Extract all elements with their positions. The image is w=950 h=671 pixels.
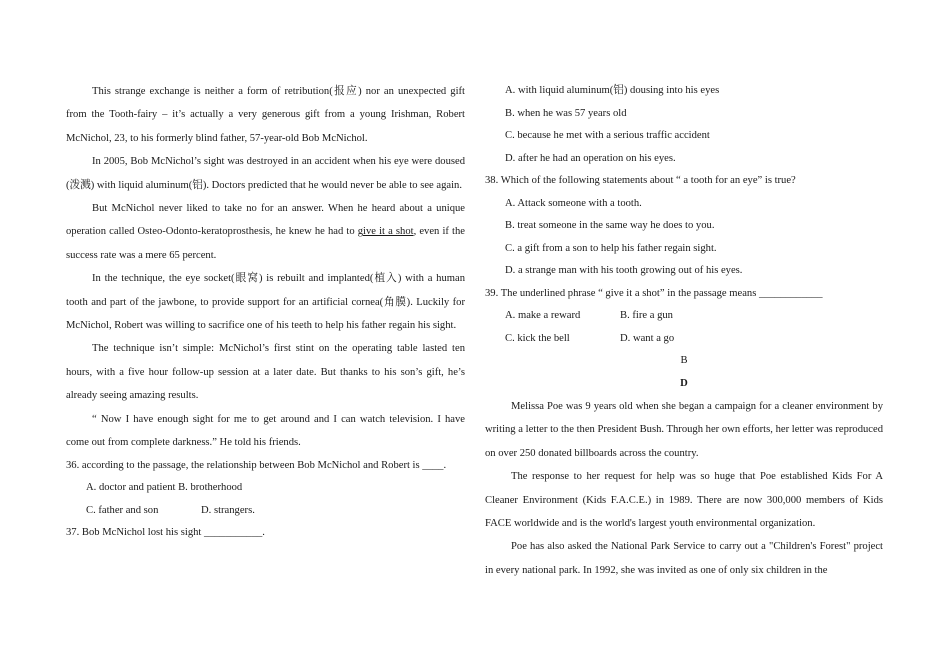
paragraph-3 (66, 197, 465, 267)
question-39-options-ab (485, 305, 883, 328)
option-d: D. strangers. (201, 504, 255, 516)
right-column (485, 80, 883, 582)
question-39: 39. The underlined phrase “ give it a shot” in the passage means ____________ (485, 287, 823, 299)
option-b: B. fire a gun (620, 310, 673, 321)
paragraph-1: This strange exchange is neither a form of retribution(报应) nor an unexpected gift from the Tooth-fairy – it’s actually a very generous gift from a young Irishman, Robert McNichol, 23, to his formerly blind father, 57-year-old Bob McNichol. (66, 86, 465, 144)
question-37-option-c: C. because he met with a serious traffic accident (505, 130, 710, 141)
paragraph-2: In 2005, Bob McNichol’s sight was destroyed in an accident when his eye were doused (泼溅) with liquid aluminum(铝). Doctors predicted that he would never be able to see again. (66, 156, 465, 191)
left-column (66, 80, 465, 545)
question-38-option-b: B. treat someone in the same way he does to you. (505, 220, 715, 231)
question-37-option-d: D. after he had an operation on his eyes. (505, 152, 676, 164)
passage-d-paragraph-2: The response to her request for help was so huge that Poe established Kids For A Cleaner Environment (Kids F.A.C.E.) in 1989. There are now 300,000 members of Kids FACE worldwide and is the world's largest youth environmental organization. (485, 471, 883, 530)
option-c: C. father and son (86, 504, 159, 516)
passage-d-paragraph-1: Melissa Poe was 9 years old when she began a campaign for a cleaner environment by writing a letter to the then President Bush. Through her own efforts, her letter was reproduced on over 250 donated billboards across the country. (485, 401, 883, 459)
question-37-option-b: B. when he was 57 years old (505, 107, 627, 119)
passage-d-paragraph-3: Poe has also asked the National Park Service to carry out a "Children's Forest" project in every national park. In 1992, she was invited as one of only six children in the (485, 541, 883, 576)
paragraph-3-text-a: But McNichol never liked to take no for an answer. When he heard about a unique operation called Osteo-Odonto-keratoprosthesis, he knew he had to (66, 203, 465, 238)
question-39-options-cd (485, 328, 883, 351)
paragraph-5: The technique isn’t simple: McNichol’s first stint on the operating table lasted ten hours, with a five hour follow-up session at a later date. But thanks to his son’s gift, he’s already seeing amazing results. (66, 343, 465, 402)
underlined-phrase: give it a shot (357, 226, 414, 238)
section-letter: B (680, 355, 688, 366)
option-c: C. kick the bell (505, 332, 570, 344)
question-38-option-c: C. a gift from a son to help his father regain sight. (505, 242, 717, 254)
question-38-option-a: A. Attack someone with a tooth. (505, 197, 642, 209)
question-36: 36. according to the passage, the relationship between Bob McNichol and Robert is ____. (66, 459, 447, 471)
question-36-options-cd (66, 500, 465, 523)
question-37: 37. Bob McNichol lost his sight ___________. (66, 527, 265, 538)
question-38-option-d: D. a strange man with his tooth growing out of his eyes. (505, 265, 743, 276)
option-d: D. want a go (620, 332, 675, 344)
paragraph-4: In the technique, the eye socket(眼窝) is rebuilt and implanted(植入) with a human tooth and part of the jawbone, to provide support for an artificial cornea(角膜). Luckily for McNichol, Robert was willing to sacrifice one of his teeth to help his father regain his sight. (66, 273, 465, 332)
passage-letter: D (680, 377, 688, 389)
paragraph-3-text-b: , even if the success rate was a mere 65 percent. (66, 226, 465, 261)
question-36-options-ab: A. doctor and patient B. brotherhood (86, 482, 243, 493)
question-38: 38. Which of the following statements about “ a tooth for an eye” is true? (485, 175, 796, 186)
question-37-option-a: A. with liquid aluminum(铝) dousing into his eyes (505, 85, 720, 96)
option-a: A. make a reward (505, 310, 581, 321)
paragraph-6: “ Now I have enough sight for me to get around and I can watch television. I have come out from complete darkness.” He told his friends. (66, 413, 465, 449)
